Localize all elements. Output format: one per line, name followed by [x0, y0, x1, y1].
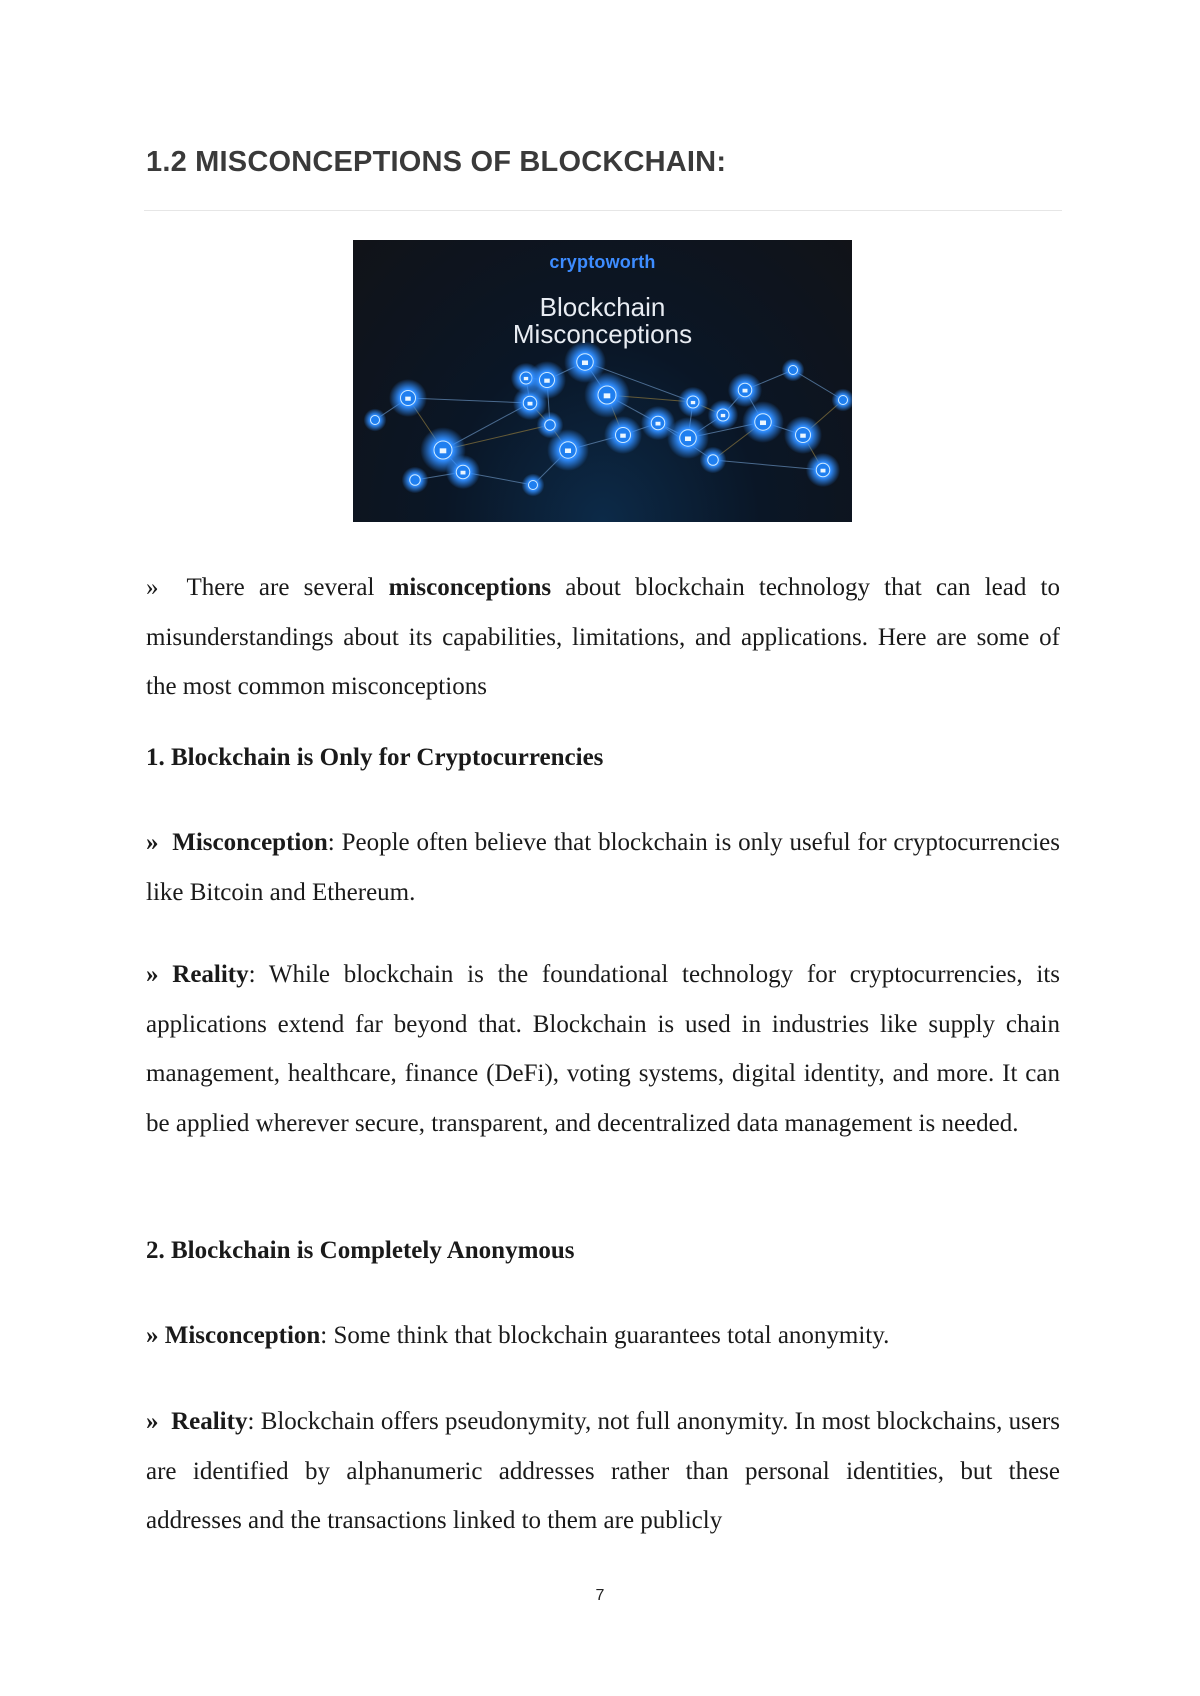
- padlock-icon: [620, 434, 626, 438]
- section-2-title: 2. Blockchain is Completely Anonymous: [146, 1237, 575, 1264]
- padlock-icon: [461, 471, 466, 475]
- padlock-icon: [800, 434, 806, 438]
- image-title-line2: Misconceptions: [512, 319, 693, 349]
- misconception-label: Misconception: [172, 829, 328, 856]
- intro-text-end: about blockchain technology that can lead to misunderstandings about its capabilities, limitations, and applications. Here are some of the most common misconceptions: [146, 574, 1060, 700]
- section-1-misconception: [146, 818, 1060, 917]
- padlock-icon: [544, 379, 550, 383]
- bullet-glyph: »: [146, 829, 159, 856]
- intro-bold-term: misconceptions: [388, 574, 552, 601]
- padlock-icon: [565, 448, 571, 453]
- padlock-icon: [582, 360, 588, 365]
- padlock-icon: [405, 397, 411, 401]
- section-1-title: 1. Blockchain is Only for Cryptocurrencies: [146, 744, 604, 771]
- section-2-misconception: [146, 1311, 1060, 1361]
- reality-label: Reality: [171, 1408, 248, 1435]
- section-2-reality: [146, 1397, 1060, 1546]
- bullet-glyph: »: [146, 1408, 159, 1435]
- section-heading: 1.2 MISCONCEPTIONS OF BLOCKCHAIN:: [146, 146, 727, 178]
- blockchain-misconceptions-image: [353, 240, 852, 522]
- lock-node-icon: [529, 481, 538, 490]
- lock-node-icon: [545, 420, 556, 431]
- misconception-label: Misconception: [164, 1322, 321, 1349]
- misconception-text: : Some think that blockchain guarantees total anonymity.: [320, 1322, 890, 1349]
- reality-text: : Blockchain offers pseudonymity, not full anonymity. In most blockchains, users are identified by alphanumeric addresses rather than personal identities, but these addresses and the transactions linked to them are publicly: [146, 1408, 1060, 1534]
- padlock-icon: [760, 420, 766, 425]
- bullet-glyph: »: [146, 574, 159, 601]
- bullet-glyph: »: [146, 1322, 159, 1349]
- padlock-icon: [721, 414, 725, 417]
- lock-node-icon: [839, 396, 848, 405]
- lock-node-icon: [789, 366, 798, 375]
- padlock-icon: [656, 422, 661, 426]
- padlock-icon: [743, 389, 748, 393]
- intro-text-start: There are several: [186, 574, 375, 601]
- network-graphic: [353, 240, 852, 522]
- padlock-icon: [691, 401, 695, 404]
- bullet-glyph: »: [146, 961, 159, 988]
- image-brand-text: cryptoworth: [549, 252, 656, 272]
- misconception-text: : People often believe that blockchain is only useful for cryptocurrencies like Bitcoin and Ethereum.: [146, 829, 1060, 906]
- reality-text: : While blockchain is the foundational technology for cryptocurrencies, its applications extend far beyond that. Blockchain is used in industries like supply chain management, healthcare, finance (DeFi), voting systems, digital identity, and more. It can be applied wherever secure, transparent, and decentralized data management is needed.: [146, 961, 1061, 1137]
- padlock-icon: [604, 393, 611, 398]
- heading-divider: [144, 210, 1062, 211]
- page-number: 7: [595, 1587, 605, 1604]
- padlock-icon: [685, 436, 691, 441]
- padlock-icon: [524, 377, 528, 380]
- lock-node-icon: [708, 455, 719, 466]
- reality-label: Reality: [172, 961, 249, 988]
- lock-node-icon: [410, 475, 421, 486]
- intro-paragraph: [146, 563, 1060, 712]
- section-1-reality: [146, 950, 1060, 1148]
- image-title-line1: Blockchain: [539, 292, 666, 322]
- padlock-icon: [528, 402, 533, 406]
- lock-node-icon: [371, 416, 380, 425]
- padlock-icon: [440, 448, 447, 453]
- padlock-icon: [821, 469, 826, 473]
